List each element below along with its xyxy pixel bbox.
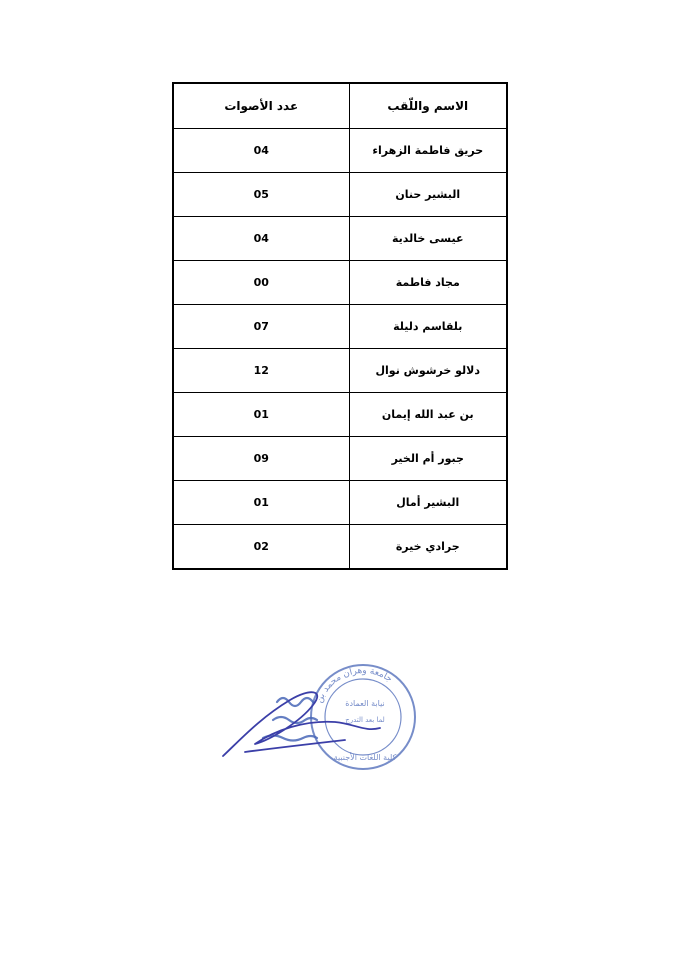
candidate-name: دلالو خرشوش نوال xyxy=(349,349,507,393)
header-votes: عدد الأصوات xyxy=(173,83,349,129)
vote-count: 01 xyxy=(173,393,349,437)
vote-count: 04 xyxy=(173,129,349,173)
candidate-name: جبور أم الخير xyxy=(349,437,507,481)
vote-count: 07 xyxy=(173,305,349,349)
stamp-faculty-text: كلية اللغات الأجنبية xyxy=(333,753,397,762)
candidate-name: مجاد فاطمة xyxy=(349,261,507,305)
candidate-name: عيسى خالدية xyxy=(349,217,507,261)
candidate-name: بلقاسم دليلة xyxy=(349,305,507,349)
vote-count: 09 xyxy=(173,437,349,481)
table-row xyxy=(173,173,507,217)
candidate-name: بن عبد الله إيمان xyxy=(349,393,507,437)
candidate-name: البشير حنان xyxy=(349,173,507,217)
table-row xyxy=(173,305,507,349)
vote-count: 02 xyxy=(173,525,349,570)
table-row xyxy=(173,349,507,393)
candidate-name: حريق فاطمة الزهراء xyxy=(349,129,507,173)
table-row xyxy=(173,393,507,437)
official-stamp-and-signature xyxy=(215,660,425,775)
table-row xyxy=(173,525,507,570)
table-header-row xyxy=(173,83,507,129)
table-row xyxy=(173,129,507,173)
vote-count: 00 xyxy=(173,261,349,305)
vote-count: 05 xyxy=(173,173,349,217)
candidate-name: جرادي خيرة xyxy=(349,525,507,570)
table-row xyxy=(173,217,507,261)
stamp-ring-text: جامعة وهران محمد بن xyxy=(314,665,394,705)
vote-count: 12 xyxy=(173,349,349,393)
candidate-name: البشير أمال xyxy=(349,481,507,525)
vote-count: 01 xyxy=(173,481,349,525)
table-row xyxy=(173,437,507,481)
table-row xyxy=(173,261,507,305)
table-row xyxy=(173,481,507,525)
stamp-inner-text: نيابة العمادة xyxy=(345,699,385,708)
vote-count: 04 xyxy=(173,217,349,261)
votes-table xyxy=(172,82,508,570)
header-name: الاسم واللّقب xyxy=(349,83,507,129)
stamp-note-text: لما بعد التدرج xyxy=(345,716,385,724)
round-stamp xyxy=(311,665,415,769)
